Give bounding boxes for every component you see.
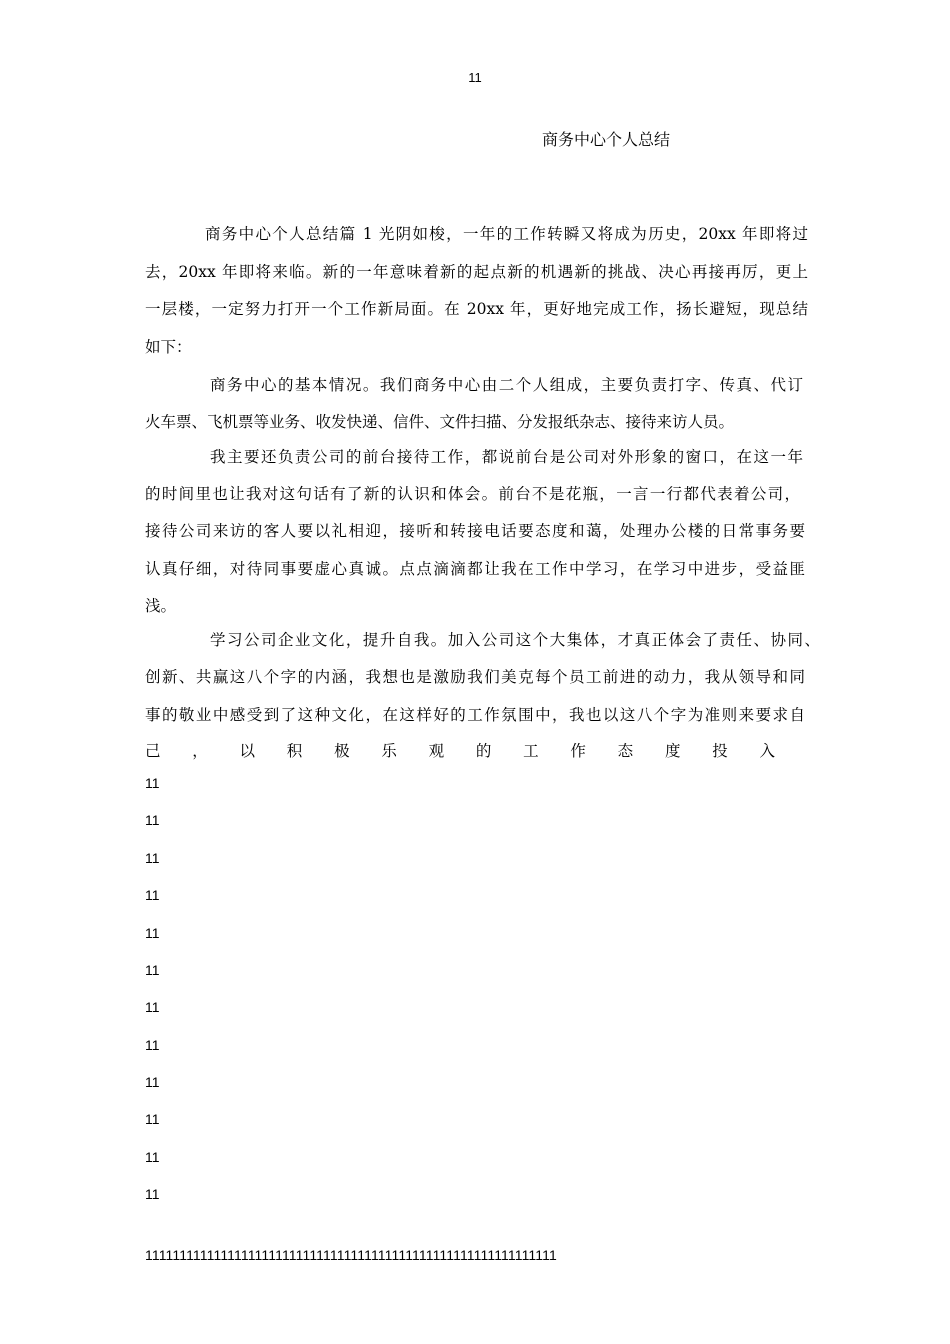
number-line: 11 <box>145 962 160 978</box>
number-line: 11 <box>145 850 160 866</box>
number-line: 11 <box>145 775 160 791</box>
number-line: 11 <box>145 1074 160 1090</box>
paragraph-1-line-3: 一层楼，一定努力打开一个工作新局面。在 20xx 年，更好地完成工作，扬长避短，现总结 <box>145 300 808 318</box>
number-line: 11 <box>145 999 160 1015</box>
paragraph-4-line-3: 事的敬业中感受到了这种文化，在这样好的工作氛围中，我也以这八个字为准则来要求自 <box>145 706 805 724</box>
number-line: 11 <box>145 1149 160 1165</box>
number-line: 11 <box>145 812 160 828</box>
number-line: 11 <box>145 1037 160 1053</box>
page-number: 11 <box>468 70 482 85</box>
footer-number-string: 111111111111111111111111111111111111111111111111111111111111 <box>145 1247 557 1263</box>
paragraph-1-line-1: 商务中心个人总结篇 1 光阴如梭，一年的工作转瞬又将成为历史，20xx 年即将过 <box>205 225 808 243</box>
paragraph-2-line-2: 火车票、飞机票等业务、收发快递、信件、文件扫描、分发报纸杂志、接待来访人员。 <box>145 413 735 431</box>
paragraph-4-line-4: 己，以积极乐观的工作态度投入 <box>145 742 775 760</box>
paragraph-3-line-5: 浅。 <box>145 597 177 615</box>
paragraph-3-line-4: 认真仔细，对待同事要虚心真诚。点点滴滴都让我在工作中学习，在学习中进步，受益匪 <box>145 560 805 578</box>
paragraph-4-line-1: 学习公司企业文化，提升自我。加入公司这个大集体，才真正体会了责任、协同、 <box>210 631 820 649</box>
paragraph-3-line-1: 我主要还负责公司的前台接待工作，都说前台是公司对外形象的窗口，在这一年 <box>210 448 803 466</box>
number-line: 11 <box>145 925 160 941</box>
document-title: 商务中心个人总结 <box>542 130 671 149</box>
paragraph-1-line-2: 去，20xx 年即将来临。新的一年意味着新的起点新的机遇新的挑战、决心再接再厉，更上 <box>145 263 808 281</box>
paragraph-4-line-2: 创新、共赢这八个字的内涵，我想也是激励我们美克每个员工前进的动力，我从领导和同 <box>145 668 805 686</box>
paragraph-1-line-4: 如下： <box>145 338 192 356</box>
paragraph-3-line-2: 的时间里也让我对这句话有了新的认识和体会。前台不是花瓶，一言一行都代表着公司， <box>145 485 800 503</box>
number-line: 11 <box>145 1111 160 1127</box>
number-line: 11 <box>145 1186 160 1202</box>
paragraph-2-line-1: 商务中心的基本情况。我们商务中心由二个人组成，主要负责打字、传真、代订 <box>210 376 803 394</box>
number-line: 11 <box>145 887 160 903</box>
paragraph-3-line-3: 接待公司来访的客人要以礼相迎，接听和转接电话要态度和蔼，处理办公楼的日常事务要 <box>145 522 805 540</box>
